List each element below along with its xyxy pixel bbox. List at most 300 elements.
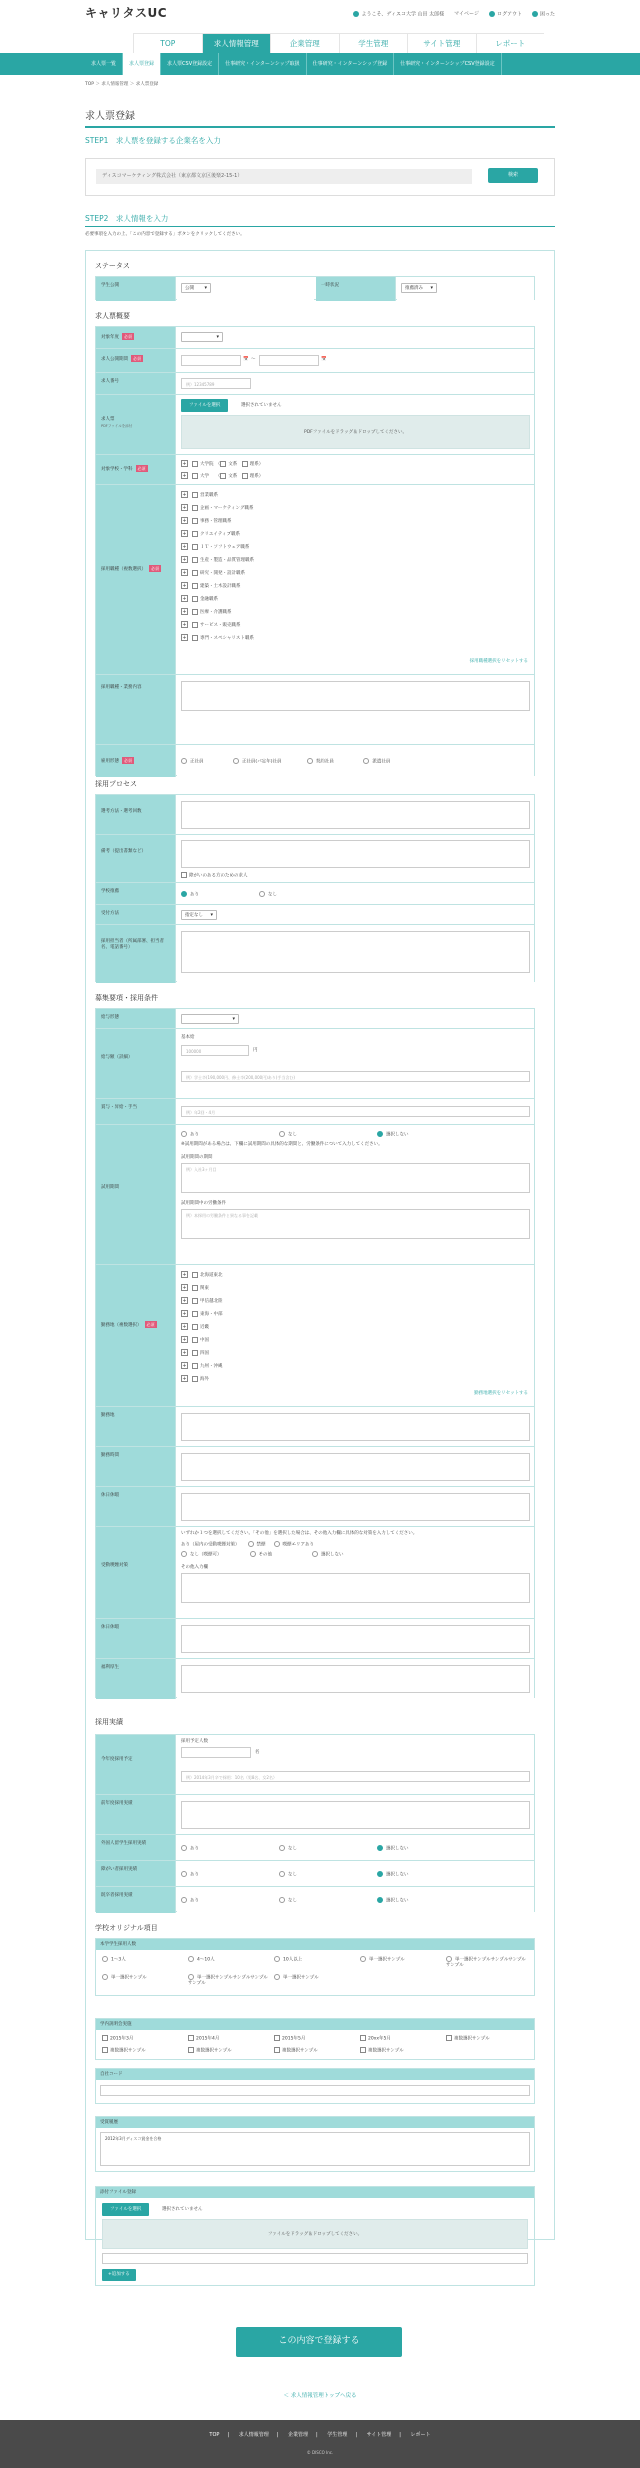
smoke-row <box>96 1527 534 1619</box>
gnav-report[interactable]: レポート <box>476 34 545 53</box>
job-checkbox[interactable] <box>192 518 198 524</box>
footer-job[interactable]: 求人情報管理 <box>238 2432 269 2438</box>
year-cell <box>177 327 534 348</box>
step1-title: STEP1 求人票を登録する企業名を入力 <box>85 136 221 145</box>
process-textarea-1[interactable] <box>181 801 530 829</box>
g1-option[interactable]: 単一選択サンプル <box>360 1956 405 1963</box>
emp-radio[interactable] <box>363 758 369 764</box>
calendar-icon[interactable]: 📅 <box>243 357 249 362</box>
g2-checkbox[interactable] <box>446 2035 452 2041</box>
hours-textarea[interactable] <box>181 1453 530 1481</box>
smoke-options-2: なし（喫煙可） その他 選択しない <box>181 1551 344 1558</box>
loc-reset-link[interactable]: 勤務地選択をリセットする <box>474 1391 528 1396</box>
user-greeting: ようこそ、ディスコ大学 山田 太郎様 <box>353 11 444 18</box>
expand-icon[interactable]: + <box>182 461 187 467</box>
year-select[interactable] <box>181 332 223 342</box>
loc-label: 勤務地（複数選択） 必須 <box>96 1265 176 1406</box>
disabled-row <box>96 1861 534 1887</box>
graduate-options: あり なし 選択しない <box>181 1897 409 1904</box>
g5-filename-input[interactable] <box>102 2253 528 2264</box>
footer-report[interactable]: レポート <box>410 2432 431 2438</box>
expand-icon[interactable]: + <box>182 583 187 589</box>
g1-header: 本学学生採用人数 <box>96 1939 534 1950</box>
disabled-label: 障がい者採用実績 <box>96 1861 176 1886</box>
contact-textarea[interactable] <box>181 931 530 973</box>
loc-item: + 海外 <box>182 1376 209 1382</box>
footer-company[interactable]: 企業管理 <box>288 2432 309 2438</box>
g2-option[interactable]: 複数選択サンプル <box>102 2047 146 2054</box>
disabled-cell <box>177 1861 534 1886</box>
subnav-intern-csv[interactable]: 仕事研究・インターンシップCSV登録設定 <box>394 53 502 75</box>
process-label-2: 備考（提出書類など） <box>96 835 176 882</box>
g4-header: 受賞履歴 <box>96 2117 534 2128</box>
smoke-radio[interactable] <box>250 1551 256 1557</box>
workplace-cell <box>177 1407 534 1446</box>
disability-checkbox[interactable] <box>181 872 187 878</box>
trial-options: あり なし 選択しない <box>181 1131 409 1138</box>
subnav-csv[interactable]: 求人票CSV登録設定 <box>161 53 219 75</box>
job-checkbox[interactable] <box>192 596 198 602</box>
foreign-cell <box>177 1835 534 1860</box>
loc-checkbox[interactable] <box>192 1363 198 1369</box>
g1-radio[interactable] <box>274 1974 280 1980</box>
g2-option[interactable]: 2015年4月 <box>188 2035 219 2042</box>
plan-count-input[interactable] <box>181 1747 251 1758</box>
company-input[interactable]: ディスコマーケティング株式会社（東京都文京区後楽2-15-1） <box>96 169 472 184</box>
expand-icon[interactable]: + <box>182 1363 187 1369</box>
emp-radio[interactable] <box>181 758 187 764</box>
trial-cell <box>177 1125 534 1264</box>
salary-row <box>96 1029 534 1099</box>
bonus-input[interactable]: 例）年2回・4月 <box>181 1106 530 1117</box>
g1-option[interactable]: 4〜10人 <box>188 1956 215 1963</box>
plan-cell <box>177 1735 534 1794</box>
g1-radio[interactable] <box>274 1956 280 1962</box>
g2-checkbox[interactable] <box>188 2035 194 2041</box>
expand-icon[interactable]: + <box>182 635 187 641</box>
bonus-row <box>96 1099 534 1125</box>
smoke-other-textarea[interactable] <box>181 1573 530 1603</box>
school-rec-row <box>96 883 534 905</box>
disabled-options: あり なし 選択しない <box>181 1871 409 1878</box>
job-label: 採用職種（複数選択） 必須 <box>96 485 176 674</box>
job-item: + 企画・マーケティング職系 <box>182 505 254 511</box>
foreign-radio[interactable] <box>181 1845 187 1851</box>
process-title: 採用プロセス <box>95 780 137 788</box>
smoke-other-label: その他入力欄 <box>181 1565 208 1570</box>
expand-icon[interactable]: + <box>182 1272 187 1278</box>
expand-icon[interactable]: + <box>182 518 187 524</box>
expand-icon[interactable]: + <box>182 473 187 479</box>
period-label: 求人公開期間 必須 <box>96 349 176 372</box>
header <box>0 0 640 34</box>
expand-icon[interactable]: + <box>182 622 187 628</box>
g2-checkbox[interactable] <box>360 2035 366 2041</box>
process-label-1: 選考方法・選考回数 <box>96 795 176 834</box>
g2-checkbox[interactable] <box>188 2047 194 2053</box>
foreign-radio[interactable] <box>279 1845 285 1851</box>
expand-icon[interactable]: + <box>182 505 187 511</box>
job-checkbox[interactable] <box>192 609 198 615</box>
school-g1 <box>95 1938 535 1996</box>
smoke-note: いずれか１つを選択してください。「その他」を選択した場合は、その他入力欄に具体的な対策を入力してください。 <box>181 1531 418 1536</box>
school-title: 学校オリジナル項目 <box>95 1924 158 1932</box>
g2-option[interactable]: 複数選択サンプル <box>274 2047 318 2054</box>
expand-icon[interactable]: + <box>182 1350 187 1356</box>
holiday-textarea[interactable] <box>181 1493 530 1521</box>
holiday-label: 休日休暇 <box>96 1487 176 1526</box>
g3-input[interactable] <box>100 2085 530 2096</box>
emp-label: 雇用形態 必須 <box>96 745 176 777</box>
g1-option[interactable]: 単一選択サンプルサンプルサンプルサンプル <box>188 1975 268 1987</box>
trial-label: 試用期間 <box>96 1125 176 1264</box>
g1-option[interactable]: 単一選択サンプル <box>274 1974 319 1981</box>
results-table <box>95 1734 535 1912</box>
contact-label: 採用担当者（所属部署、担当者名、電話番号） <box>96 925 176 983</box>
graduate-radio[interactable] <box>181 1897 187 1903</box>
job-checkbox[interactable] <box>192 622 198 628</box>
loc-checkbox[interactable] <box>192 1272 198 1278</box>
expand-icon[interactable]: + <box>182 596 187 602</box>
welfare-label-2: 福利厚生 <box>96 1659 176 1699</box>
job-checkbox[interactable] <box>192 570 198 576</box>
prev-textarea[interactable] <box>181 1801 530 1829</box>
loc-checkbox[interactable] <box>192 1337 198 1343</box>
foreign-label: 外国人留学生採用実績 <box>96 1835 176 1860</box>
contact-cell <box>177 925 534 983</box>
loc-item: + 関東 <box>182 1285 209 1291</box>
graduate-cell <box>177 1887 534 1913</box>
g1-radio[interactable] <box>188 1974 194 1980</box>
graduate-radio[interactable] <box>279 1897 285 1903</box>
smoke-radio[interactable] <box>248 1541 254 1547</box>
trial-radio[interactable] <box>181 1131 187 1137</box>
job-checkbox[interactable] <box>192 583 198 589</box>
target-row <box>96 455 534 485</box>
loc-checkbox[interactable] <box>192 1350 198 1356</box>
g2-checkbox[interactable] <box>102 2035 108 2041</box>
year-row <box>96 327 534 349</box>
user-menu <box>353 11 555 18</box>
g1-radio[interactable] <box>102 1974 108 1980</box>
workplace-textarea[interactable] <box>181 1413 530 1441</box>
pdf-no-file: 選択されていません <box>241 403 282 408</box>
holiday-row <box>96 1487 534 1527</box>
gnav-site[interactable]: サイト管理 <box>407 34 476 53</box>
school-g5 <box>95 2186 535 2286</box>
trial-radio[interactable] <box>279 1131 285 1137</box>
expand-icon[interactable]: + <box>182 1298 187 1304</box>
smoke-radio[interactable] <box>274 1541 280 1547</box>
apply-label: 受付方法 <box>96 905 176 924</box>
welfare-textarea-1[interactable] <box>181 1625 530 1653</box>
expand-icon[interactable]: + <box>182 570 187 576</box>
school-rec-radio[interactable] <box>181 891 187 897</box>
mypage-link[interactable]: マイページ <box>454 11 479 17</box>
year-label: 対象年度 必須 <box>96 327 176 348</box>
pub-label: 学生公開 <box>96 277 176 301</box>
expand-icon[interactable]: + <box>182 1324 187 1330</box>
expand-icon[interactable]: + <box>182 1337 187 1343</box>
gnav-job[interactable]: 求人情報管理 <box>202 34 271 53</box>
workplace-label: 勤務地 <box>96 1407 176 1446</box>
g2-option[interactable]: 2015年3月 <box>102 2035 133 2042</box>
g4-textarea[interactable]: 2012年3月ディスコ賞金を合格 <box>100 2132 530 2166</box>
loc-item: + 四国 <box>182 1350 209 1356</box>
salary-detail-input[interactable]: 例）学士卒(190,000円、修士卒(200,000円)あり(手当含む) <box>181 1071 530 1082</box>
job-item: + 専門・スペシャリスト職系 <box>182 635 254 641</box>
emp-radio[interactable] <box>233 758 239 764</box>
loc-item: + 中国 <box>182 1337 209 1343</box>
target-univ-row: + 大学 （ 文系 理系） <box>182 473 264 479</box>
loc-row <box>96 1265 534 1407</box>
gnav-top[interactable]: TOP <box>133 34 202 53</box>
status-title: ステータス <box>95 262 130 270</box>
logout-icon <box>489 11 495 17</box>
job-item: + 生産・製造・品質管理職系 <box>182 557 254 563</box>
grad-bun-checkbox[interactable] <box>220 461 226 467</box>
no-label: 求人番号 <box>96 373 176 394</box>
g3-header: 自社コード <box>96 2069 534 2080</box>
temp-label: 一時状況 <box>316 277 396 301</box>
trial-radio[interactable] <box>377 1131 383 1137</box>
school-rec-cell <box>177 883 534 904</box>
welfare-label-1: 休日休暇 <box>96 1619 176 1658</box>
loc-item: + 北海道東北 <box>182 1272 223 1278</box>
g2-checkbox[interactable] <box>274 2047 280 2053</box>
breadcrumb: TOP ＞ 求人情報管理 ＞ 求人票登録 <box>85 82 159 87</box>
footer-top[interactable]: TOP <box>209 2432 220 2438</box>
disabled-radio[interactable] <box>181 1871 187 1877</box>
footer-student[interactable]: 学生管理 <box>327 2432 348 2438</box>
temp-select[interactable]: 推薦済み ▾ <box>401 283 437 293</box>
g5-no-file: 選択されていません <box>162 2207 203 2212</box>
g1-radio[interactable] <box>102 1956 108 1962</box>
global-nav <box>133 33 544 53</box>
logout-link[interactable]: ログアウト <box>489 11 522 18</box>
trial-row <box>96 1125 534 1265</box>
workplace-row <box>96 1407 534 1447</box>
smoke-label: 受動喫煙対策 <box>96 1527 176 1618</box>
hours-cell <box>177 1447 534 1486</box>
expand-icon[interactable]: + <box>182 531 187 537</box>
no-cell <box>177 373 534 394</box>
trial-period-textarea[interactable]: 例）入社3ヶ月目 <box>181 1163 530 1193</box>
process-row-1 <box>96 795 534 835</box>
job-checkbox[interactable] <box>192 635 198 641</box>
yen-unit: 円 <box>253 1048 258 1053</box>
g2-option[interactable]: 2015年5月 <box>274 2035 305 2042</box>
g1-option[interactable]: 10人以上 <box>274 1956 302 1963</box>
job-item: + 医療・介護職系 <box>182 609 232 615</box>
subnav-register[interactable]: 求人票登録 <box>123 53 161 75</box>
process-row-2 <box>96 835 534 883</box>
g1-radio[interactable] <box>360 1956 366 1962</box>
target-cell <box>177 455 534 484</box>
school-rec-radio[interactable] <box>259 891 265 897</box>
job-item: + 建築・土木設計職系 <box>182 583 241 589</box>
period-start-input[interactable] <box>181 355 241 366</box>
status-row <box>96 277 534 301</box>
prev-label: 前年度採用実績 <box>96 1795 176 1834</box>
welfare-cell-2 <box>177 1659 534 1699</box>
plan-label: 今年度採用予定 <box>96 1735 176 1794</box>
job-reset-link[interactable]: 採用職種選択をリセットする <box>469 659 528 664</box>
loc-checkbox[interactable] <box>192 1311 198 1317</box>
g1-option[interactable]: 1〜3人 <box>102 1956 126 1963</box>
graduate-radio[interactable] <box>377 1897 383 1903</box>
expand-icon[interactable]: + <box>182 544 187 550</box>
univ-bun-checkbox[interactable] <box>220 473 226 479</box>
g2-option[interactable]: 複数選択サンプル <box>446 2035 490 2042</box>
expand-icon[interactable]: + <box>182 1311 187 1317</box>
conditions-table <box>95 1008 535 1698</box>
calendar-icon[interactable]: 📅 <box>321 357 327 362</box>
salary-type-label: 給与形態 <box>96 1009 176 1028</box>
loc-checkbox[interactable] <box>192 1324 198 1330</box>
step2-instructions: 必要事項を入力の上、「この内容で登録する」ボタンをクリックしてください。 <box>85 232 245 237</box>
job-cell <box>177 485 534 674</box>
job-item: + 研究・開発・設計職系 <box>182 570 245 576</box>
expand-icon[interactable]: + <box>182 557 187 563</box>
gnav-company[interactable]: 企業管理 <box>270 34 339 53</box>
copyright: © DISCO Inc. <box>306 2450 334 2455</box>
apply-select[interactable]: 指定なし ▾ <box>181 910 217 920</box>
g2-checkbox[interactable] <box>360 2047 366 2053</box>
smoke-radio[interactable] <box>312 1551 318 1557</box>
univ-checkbox[interactable] <box>192 473 198 479</box>
loc-item: + 近畿 <box>182 1324 209 1330</box>
g1-radio[interactable] <box>188 1956 194 1962</box>
no-input[interactable]: 例）12345789 <box>181 378 251 389</box>
submit-button[interactable]: この内容で登録する <box>236 2327 402 2357</box>
grad-checkbox[interactable] <box>192 461 198 467</box>
smoke-radio[interactable] <box>181 1551 187 1557</box>
hours-label: 勤務時間 <box>96 1447 176 1486</box>
temp-cell <box>397 277 534 301</box>
loc-item: + 東海・中部 <box>182 1311 223 1317</box>
g2-option[interactable]: 複数選択サンプル <box>188 2047 232 2054</box>
expand-icon[interactable]: + <box>182 1376 187 1382</box>
job-item: + クリエイティブ職系 <box>182 531 241 537</box>
g2-option[interactable]: 複数選択サンプル <box>360 2047 404 2054</box>
salary-input[interactable]: 100000 <box>181 1045 249 1056</box>
g2-checkbox[interactable] <box>102 2047 108 2053</box>
target-label: 対象学校・学科 必須 <box>96 455 176 484</box>
footer-site[interactable]: サイト管理 <box>366 2432 392 2438</box>
disabled-radio[interactable] <box>279 1871 285 1877</box>
pub-select[interactable]: 公開 ▾ <box>181 283 211 293</box>
emp-radio[interactable] <box>307 758 313 764</box>
job-checkbox[interactable] <box>192 492 198 498</box>
g5-file-button[interactable]: ファイルを選択 <box>102 2203 149 2216</box>
help-icon <box>532 11 538 17</box>
job-checkbox[interactable] <box>192 505 198 511</box>
salary-type-row <box>96 1009 534 1029</box>
help-link[interactable]: 困った <box>532 11 555 18</box>
apply-cell <box>177 905 534 924</box>
univ-ri-checkbox[interactable] <box>242 473 248 479</box>
job-detail-cell <box>177 675 534 744</box>
subnav-list[interactable]: 求人票一覧 <box>85 53 123 75</box>
bonus-label: 賞与・昇給・手当 <box>96 1099 176 1124</box>
school-g4 <box>95 2116 535 2172</box>
footer <box>0 2420 640 2468</box>
search-button[interactable]: 検索 <box>488 168 538 183</box>
pdf-file-button[interactable]: ファイルを選択 <box>181 399 228 412</box>
period-cell <box>177 349 534 372</box>
foreign-row <box>96 1835 534 1861</box>
welfare-textarea-2[interactable] <box>181 1665 530 1693</box>
bonus-cell <box>177 1099 534 1124</box>
status-table <box>95 276 535 300</box>
salary-base-label: 基本給 <box>181 1035 195 1040</box>
loc-checkbox[interactable] <box>192 1298 198 1304</box>
disabled-radio[interactable] <box>377 1871 383 1877</box>
graduate-label: 既卒者採用実績 <box>96 1887 176 1913</box>
subnav-intern-list[interactable]: 仕事研究・インターンシップ取扱 <box>219 53 306 75</box>
loc-checkbox[interactable] <box>192 1285 198 1291</box>
job-detail-textarea[interactable] <box>181 681 530 711</box>
period-tilde: 〜 <box>251 357 256 362</box>
expand-icon[interactable]: + <box>182 492 187 498</box>
job-detail-label: 採用職種・業務内容 <box>96 675 176 744</box>
target-grad-row: + 大学院 （ 文系 理系） <box>182 461 264 467</box>
g1-radio[interactable] <box>446 1956 452 1962</box>
job-checkbox[interactable] <box>192 544 198 550</box>
back-link[interactable]: ＜ 求人情報管理トップへ戻る <box>283 2393 357 2399</box>
salary-type-select[interactable] <box>181 1014 239 1024</box>
pdf-dropzone[interactable]: PDFファイルをドラッグ＆ドロップしてください。 <box>181 415 530 449</box>
g1-option[interactable]: 単一選択サンプルサンプルサンプルサンプル <box>446 1957 526 1969</box>
loc-checkbox[interactable] <box>192 1376 198 1382</box>
grad-ri-checkbox[interactable] <box>242 461 248 467</box>
pdf-row <box>96 395 534 455</box>
loc-item: + 九州・沖縄 <box>182 1363 223 1369</box>
plan-detail-input[interactable]: 例）2014年3月卒で採用：10名（男8名、女2名） <box>181 1771 530 1782</box>
pub-cell <box>177 277 314 301</box>
overview-title: 求人票概要 <box>95 312 130 320</box>
overview-table <box>95 326 535 776</box>
plan-sub-label: 採用予定人数 <box>181 1739 208 1744</box>
welfare-row-1 <box>96 1619 534 1659</box>
g5-dropzone[interactable]: ファイルをドラッグ＆ドロップしてください。 <box>102 2219 528 2249</box>
subnav-intern-register[interactable]: 仕事研究・インターンシップ登録 <box>307 53 394 75</box>
period-end-input[interactable] <box>259 355 319 366</box>
g5-add-button[interactable]: +追加する <box>102 2269 136 2281</box>
job-detail-row <box>96 675 534 745</box>
gnav-student[interactable]: 学生管理 <box>339 34 408 53</box>
g2-option[interactable]: 20xx年5月 <box>360 2035 391 2042</box>
trial-cond-textarea[interactable]: 例）本採用の労働条件と異なる事を記載 <box>181 1209 530 1239</box>
expand-icon[interactable]: + <box>182 1285 187 1291</box>
job-checkbox[interactable] <box>192 531 198 537</box>
foreign-radio[interactable] <box>377 1845 383 1851</box>
job-checkbox[interactable] <box>192 557 198 563</box>
step2-divider <box>85 226 555 227</box>
expand-icon[interactable]: + <box>182 609 187 615</box>
footer-nav: TOP | 求人情報管理 | 企業管理 | 学生管理 | サイト管理 | レポート <box>209 2432 431 2438</box>
user-icon <box>353 11 359 17</box>
title-divider <box>85 126 555 128</box>
job-item: + 事務・管理職系 <box>182 518 232 524</box>
process-textarea-2[interactable] <box>181 840 530 868</box>
g1-option[interactable]: 単一選択サンプル <box>102 1974 147 1981</box>
school-rec-options: あり なし <box>181 891 277 898</box>
welfare-cell-1 <box>177 1619 534 1658</box>
g2-checkbox[interactable] <box>274 2035 280 2041</box>
logo[interactable]: キャリタスUC <box>85 6 168 20</box>
